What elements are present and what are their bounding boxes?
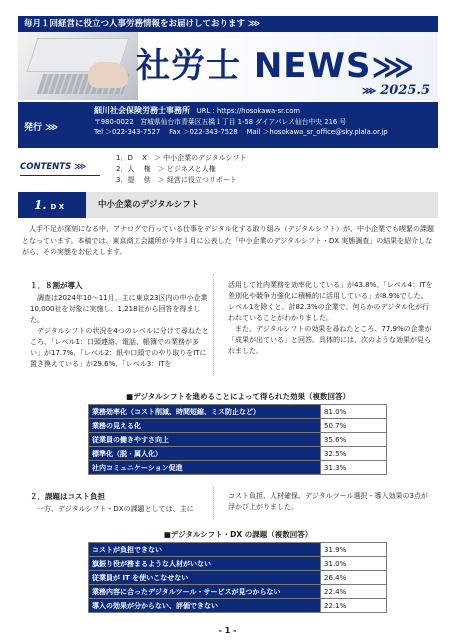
newsletter-title: 社労士 NEWS⋙: [136, 46, 416, 86]
section1-number: 1. D X: [18, 192, 86, 218]
issue-arrows-icon: ⋙: [362, 86, 377, 97]
tagline-band: [18, 16, 438, 32]
paragraph: 活用して社内業務を効率化している」が43.8%、「レベル4：ITを差別化や競争力強化に積極的に活用している」が8.9%でした。レベル1を除くと、計82.3%の企業で、何らかのデジタル化が行われていることがわかりました。: [228, 281, 433, 322]
laptop-photo: [18, 32, 138, 100]
table-row: コストが負担できない 31.9%: [89, 543, 387, 557]
contents-list: [116, 153, 247, 186]
challenges-table: [88, 542, 387, 613]
table1-title: ■デジタルシフトを進めることによって得られた効果（複数回答）: [126, 392, 350, 401]
section1-intro: 人手不足が深刻になる中、アナログで行っている仕事をデジタル化する取り組み（デジタルシフト）が、中小企業でも喫緊の課題となっています。本稿では、東京商工会議所が今年１月に公表した「中小企業のデジタルシフト・DX 実態調査」の結果を紹介しながら、その実態をお伝えします。: [22, 225, 434, 256]
table-row: 導入の効果が分からない、評価できない 22.1%: [89, 599, 387, 613]
office-contact: Tel ＞022-343-7527 Fax ＞022-343-7528 Mail ＞hosokawa_sr_office@sky.plala.or.jp: [94, 128, 388, 136]
effects-table: [88, 404, 387, 475]
masthead: [18, 32, 438, 100]
contents-item: 1．D X ＞ 中小企業のデジタルシフト: [116, 154, 247, 162]
paragraph: 一方、デジタルシフト・DXの課題としては、主に: [37, 505, 194, 513]
office-url[interactable]: URL : https://hosokawa-sr.com: [196, 107, 300, 115]
publisher-details: [94, 106, 388, 138]
paragraph: また、デジタルシフトの効果を尋ねたところ、77.9%の企業が「成果が出ている」と回答。具体的には、次のような効果が見られました。: [228, 325, 432, 355]
section1-right-column: [228, 280, 434, 357]
issue-date: ⋙ 2025.5: [362, 83, 430, 98]
paragraph: 調査は2024年10～11月、主に東京23区内の中小企業10,000社を対象に実施し、1,218社から回答を得ました。: [30, 294, 208, 324]
table-row: 従業員の働きやすさ向上 35.6%: [89, 433, 387, 447]
publisher-box: [18, 102, 438, 148]
paragraph: デジタルシフトの状況を4つのレベルに分けて尋ねたところ、「レベル1：口頭連絡、電話、帳簿での業務が多い」が17.7%、「レベル2：紙や口頭でのやり取りをITに置き換えている」が29.6%、「レベル3：ITを: [30, 327, 209, 368]
table-row: 社内コミュニケーション促進 31.3%: [89, 461, 387, 475]
table-row: 従業員が IT を使いこなせない 26.4%: [89, 571, 387, 585]
contents-item: 3．提 供 ＞ 経営に役立つリポート: [116, 176, 237, 184]
contents-box: [18, 150, 438, 188]
page-number: - 1 -: [218, 626, 237, 635]
table-row: 業務効率化（コスト削減、時間短縮、ミス防止など） 81.0%: [89, 405, 387, 419]
contents-item: 2．人 権 ＞ ビジネスと人権: [116, 165, 216, 173]
table-row: 業務の見える化 50.7%: [89, 419, 387, 433]
section1-header: [18, 192, 438, 218]
sub2-heading: ２．課題はコスト負担: [30, 492, 105, 501]
table2-title: ■デジタルシフト・DX の課題（複数回答）: [163, 530, 313, 539]
section1-tag: D X: [50, 203, 65, 211]
table-row: 業務内容に合ったデジタルツール・サービスが見つからない 22.4%: [89, 585, 387, 599]
sub1-heading: １．８割が導入: [30, 281, 83, 290]
office-name: 細川社会保険労務士事務所: [94, 106, 190, 115]
section2-right: コスト負担、人材確保、デジタルツール選択・導入効果の3点が浮かび上がりました。: [228, 492, 428, 511]
table-row: 旗振り役が務まるような人材がいない 31.0%: [89, 557, 387, 571]
section1-left-column: [22, 274, 214, 376]
table-row: 標準化（脱・属人化） 32.5%: [89, 447, 387, 461]
tagline-text: 毎月１回経営に役立つ人事労務情報をお届けしております ⋙: [24, 19, 261, 29]
contents-label: CONTENTS ⋙: [20, 162, 100, 176]
section2-left: [22, 487, 214, 519]
publisher-label: 発行 ⋙: [24, 123, 58, 133]
title-arrows-icon: ⋙: [371, 50, 416, 85]
office-address: 〒980-0022 宮城県仙台市青葉区五橋１丁目 1-58 ダイアパレス仙台中央 216 号: [94, 117, 347, 126]
section1-title: 中小企業のデジタルシフト: [98, 200, 200, 210]
